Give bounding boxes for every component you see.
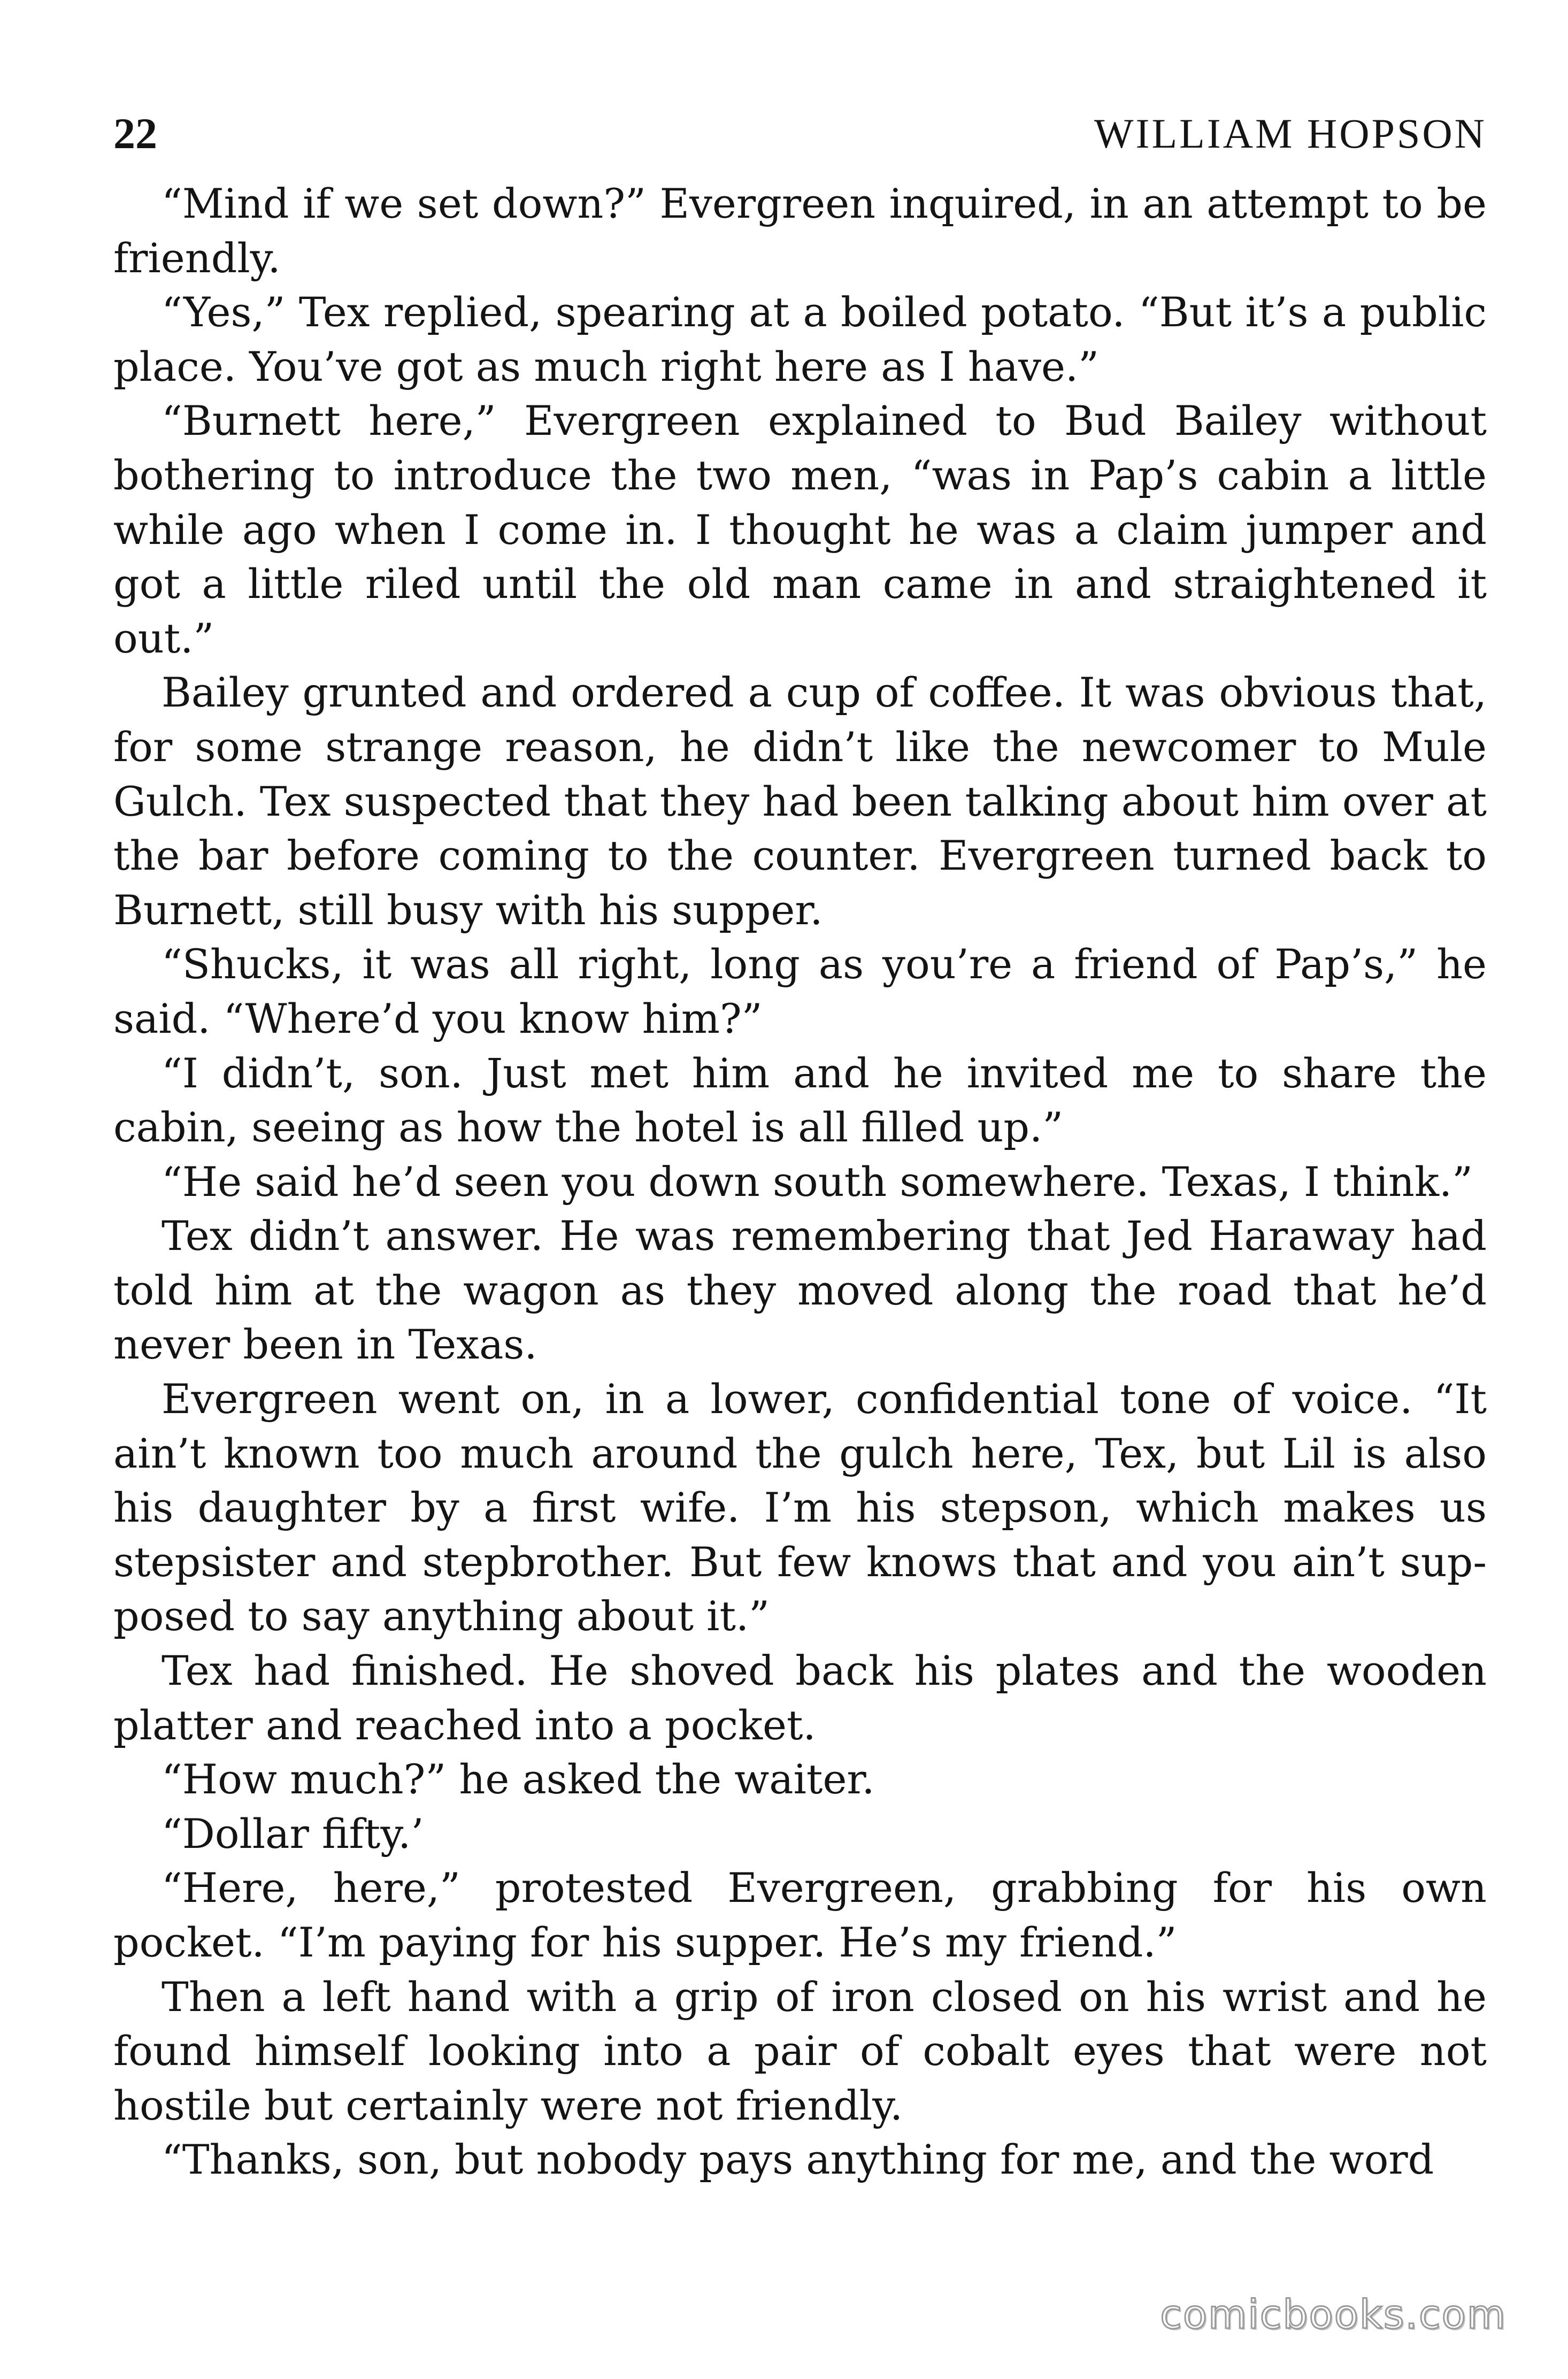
paragraph: “Burnett here,” Evergreen explained to Bud Bailey without bothering to introduce the two men, “was in Pap’s cabin a little while ago when I come in. I thought he was a claim jumper and got a little riled until the old man came in and straightened it out.” [113, 397, 1487, 662]
paragraph: “Dollar fifty.’ [162, 1809, 424, 1858]
paragraph: “He said he’d seen you down south somewhere. Texas, I think.” [162, 1157, 1473, 1206]
page-number: 22 [113, 109, 157, 158]
watermark: comicbooks.com [1160, 2292, 1506, 2338]
running-head [113, 102, 1487, 166]
paragraph: “How much?” he asked the waiter. [162, 1755, 875, 1804]
paragraph: Bailey grunted and ordered a cup of coffee. It was obvious that, for some strange reason, he didn’t like the newcomer to Mule Gulch. Tex suspected that they had been talking about him over at the bar before coming to the counter. Evergreen turned back to Burnett, still busy with his supper. [113, 669, 1487, 934]
paragraph: “Shucks, it was all right, long as you’re a friend of Pap’s,” he said. “Where’d you know him?” [113, 940, 1487, 1042]
paragraph: Tex didn’t answer. He was remembering that Jed Haraway had told him at the wagon as they moved along the road that he’d never been in Texas. [113, 1212, 1487, 1369]
paragraph: “I didn’t, son. Just met him and he invited me to share the cabin, seeing as how the hotel is all filled up.” [113, 1049, 1487, 1152]
running-head-author: WILLIAM HOPSON [1094, 110, 1487, 157]
paragraph: “Thanks, son, but nobody pays anything for me, and the word [162, 2136, 1434, 2184]
paragraph: Tex had finished. He shoved back his plates and the wooden platter and reached into a pocket. [113, 1647, 1487, 1749]
paragraph: Then a left hand with a grip of iron closed on his wrist and he found himself looking into a pair of cobalt eyes that were not hostile but certainly were not friendly. [113, 1973, 1487, 2129]
paragraph: “Mind if we set down?” Evergreen inquired, in an attempt to be friendly. [113, 180, 1487, 282]
paragraph: “Yes,” Tex replied, spearing at a boiled potato. “But it’s a public place. You’ve got as much right here as I have.” [113, 288, 1487, 390]
paragraph: Evergreen went on, in a lower, confidential tone of voice. “It ain’t known too much around the gulch here, Tex, but Lil is also his daughter by a first wife. I’m his stepson, which makes us stepsister and stepbrother. But few knows that and you ain’t supposed to say anything about it.” [113, 1375, 1487, 1640]
paragraph: “Here, here,” protested Evergreen, grabbing for his own pocket. “I’m paying for his supper. He’s my friend.” [113, 1864, 1487, 1966]
body-text [113, 176, 1487, 2187]
